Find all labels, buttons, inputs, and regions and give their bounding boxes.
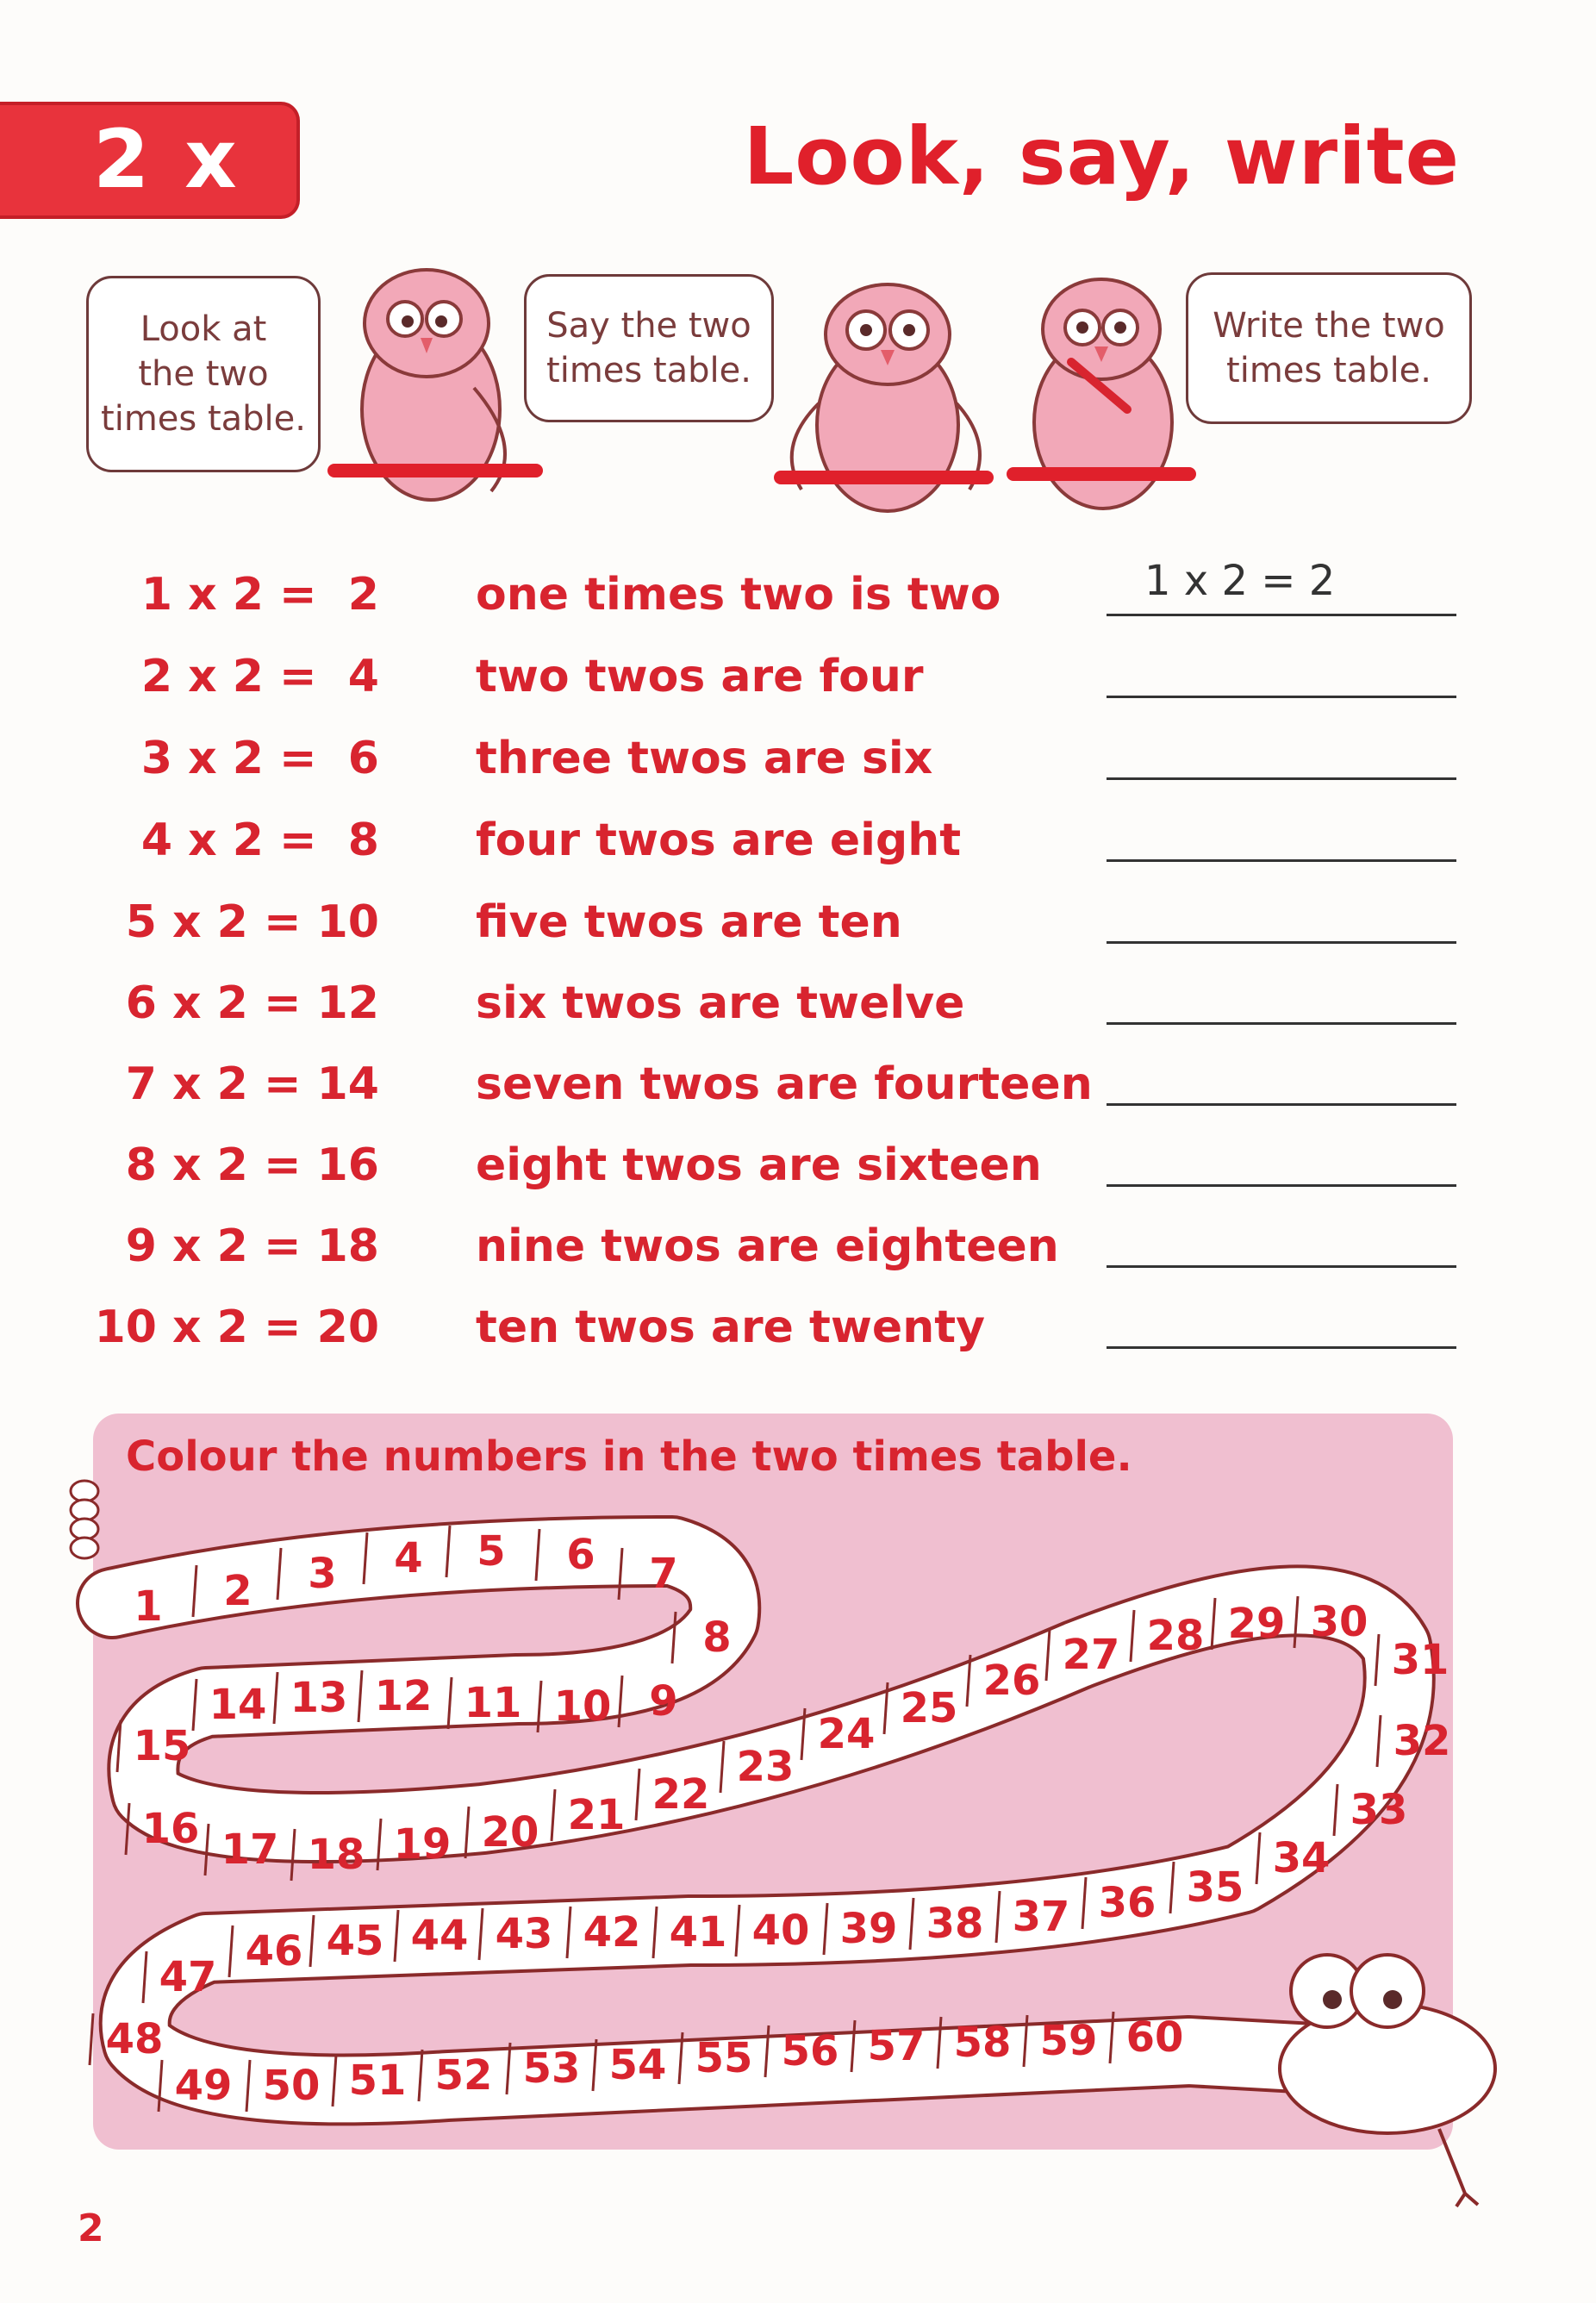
phrase: nine twos are eighteen — [476, 1220, 1059, 1272]
page-number: 2 — [78, 2206, 104, 2250]
snake-number-46[interactable]: 46 — [245, 1927, 303, 1975]
snake-number-47[interactable]: 47 — [159, 1953, 217, 2001]
snake-number-8[interactable]: 8 — [702, 1613, 732, 1662]
snake-number-58[interactable]: 58 — [953, 2019, 1012, 2067]
snake-number-22[interactable]: 22 — [651, 1770, 710, 1819]
snake-number-4[interactable]: 4 — [394, 1534, 423, 1582]
snake-number-18[interactable]: 18 — [307, 1831, 365, 1879]
snake-number-52[interactable]: 52 — [434, 2051, 493, 2100]
snake-rattle — [71, 1481, 98, 1501]
snake-number-36[interactable]: 36 — [1098, 1879, 1156, 1927]
page-title: Look, say, write — [743, 110, 1460, 203]
phrase: two twos are four — [476, 651, 924, 702]
snake-number-39[interactable]: 39 — [839, 1905, 898, 1953]
phrase: three twos are six — [476, 733, 933, 784]
snake-segment-divider — [90, 2013, 93, 2065]
snake-number-21[interactable]: 21 — [567, 1791, 626, 1839]
snake-number-41[interactable]: 41 — [669, 1908, 727, 1957]
snake-number-56[interactable]: 56 — [781, 2027, 839, 2075]
snake-number-45[interactable]: 45 — [326, 1917, 384, 1965]
snake-number-50[interactable]: 50 — [262, 2062, 321, 2110]
snake-rattle — [71, 1500, 98, 1520]
snake-number-55[interactable]: 55 — [695, 2034, 753, 2082]
snake-number-40[interactable]: 40 — [751, 1907, 810, 1955]
phrase: ten twos are twenty — [476, 1301, 985, 1353]
snake-number-31[interactable]: 31 — [1391, 1636, 1449, 1684]
snake-number-57[interactable]: 57 — [867, 2022, 926, 2070]
snake-number-32[interactable]: 32 — [1393, 1717, 1451, 1765]
snake-number-17[interactable]: 17 — [221, 1826, 279, 1874]
snake-number-60[interactable]: 60 — [1125, 2013, 1184, 2062]
snake-number-10[interactable]: 10 — [553, 1682, 612, 1731]
snake-number-5[interactable]: 5 — [477, 1527, 506, 1576]
equation: 3 x 2 = 6 — [140, 733, 379, 784]
snake-number-48[interactable]: 48 — [105, 2015, 164, 2063]
phrase: six twos are twelve — [476, 977, 965, 1029]
snake-number-35[interactable]: 35 — [1186, 1863, 1244, 1912]
snake-number-19[interactable]: 19 — [393, 1820, 452, 1869]
snake-rattle — [71, 1538, 98, 1558]
section-tab: 2 x — [0, 102, 300, 219]
snake-eye-icon — [1351, 1955, 1424, 2027]
equation: 5 x 2 = 10 — [125, 896, 379, 948]
snake-number-51[interactable]: 51 — [348, 2056, 407, 2105]
snake-number-28[interactable]: 28 — [1146, 1612, 1205, 1660]
phrase: seven twos are fourteen — [476, 1058, 1093, 1110]
snake-number-54[interactable]: 54 — [608, 2041, 667, 2089]
snake-number-25[interactable]: 25 — [900, 1684, 958, 1732]
snake-number-26[interactable]: 26 — [982, 1657, 1041, 1705]
speech-bubble-say: Say the two times table. — [524, 274, 774, 422]
snake-pupil — [1323, 1990, 1342, 2009]
snake-number-14[interactable]: 14 — [209, 1681, 267, 1729]
equation: 7 x 2 = 14 — [125, 1058, 379, 1110]
speech-bubble-write: Write the two times table. — [1186, 272, 1472, 424]
snake-number-44[interactable]: 44 — [410, 1912, 469, 1960]
written-answer: 1 x 2 = 2 — [1144, 557, 1336, 605]
snake-number-11[interactable]: 11 — [464, 1679, 522, 1727]
snake-number-59[interactable]: 59 — [1039, 2017, 1098, 2065]
snake-number-42[interactable]: 42 — [583, 1908, 641, 1957]
equation: 9 x 2 = 18 — [125, 1220, 379, 1272]
snake-number-1[interactable]: 1 — [134, 1582, 163, 1631]
snake-rattle — [71, 1519, 98, 1539]
snake-number-24[interactable]: 24 — [817, 1710, 876, 1758]
snake-number-29[interactable]: 29 — [1227, 1600, 1286, 1648]
snake-instruction: Colour the numbers in the two times table. — [126, 1432, 1132, 1481]
snake-number-38[interactable]: 38 — [926, 1900, 984, 1948]
phrase: four twos are eight — [476, 814, 962, 866]
equation: 4 x 2 = 8 — [140, 814, 379, 866]
snake-number-12[interactable]: 12 — [374, 1672, 433, 1720]
phrase: one times two is two — [476, 569, 1001, 621]
snake-number-37[interactable]: 37 — [1012, 1893, 1070, 1941]
snake-number-20[interactable]: 20 — [481, 1808, 539, 1857]
snake-number-53[interactable]: 53 — [522, 2044, 581, 2093]
snake-number-30[interactable]: 30 — [1310, 1598, 1368, 1646]
snake-pupil — [1383, 1990, 1402, 2009]
snake-number-7[interactable]: 7 — [649, 1550, 678, 1598]
equation: 10 x 2 = 20 — [94, 1301, 379, 1353]
snake-number-13[interactable]: 13 — [290, 1674, 348, 1722]
snake-number-16[interactable]: 16 — [141, 1805, 200, 1853]
equation: 1 x 2 = 2 — [140, 569, 379, 621]
speech-bubble-look: Look at the two times table. — [86, 276, 321, 472]
snake-number-2[interactable]: 2 — [223, 1567, 252, 1615]
snake-number-33[interactable]: 33 — [1350, 1786, 1408, 1834]
snake-number-43[interactable]: 43 — [495, 1910, 553, 1958]
snake-number-49[interactable]: 49 — [174, 2062, 233, 2110]
phrase: eight twos are sixteen — [476, 1139, 1042, 1191]
snake-tongue — [1439, 2129, 1478, 2206]
snake-number-23[interactable]: 23 — [736, 1743, 795, 1791]
snake-number-3[interactable]: 3 — [308, 1550, 337, 1598]
phrase: five twos are ten — [476, 896, 902, 948]
equation: 6 x 2 = 12 — [125, 977, 379, 1029]
snake-number-9[interactable]: 9 — [649, 1677, 678, 1726]
equation: 2 x 2 = 4 — [140, 651, 379, 702]
equation: 8 x 2 = 16 — [125, 1139, 379, 1191]
snake-number-34[interactable]: 34 — [1272, 1834, 1331, 1882]
snake-number-15[interactable]: 15 — [133, 1722, 191, 1770]
snake-number-27[interactable]: 27 — [1062, 1631, 1120, 1679]
snake-number-6[interactable]: 6 — [566, 1531, 595, 1579]
